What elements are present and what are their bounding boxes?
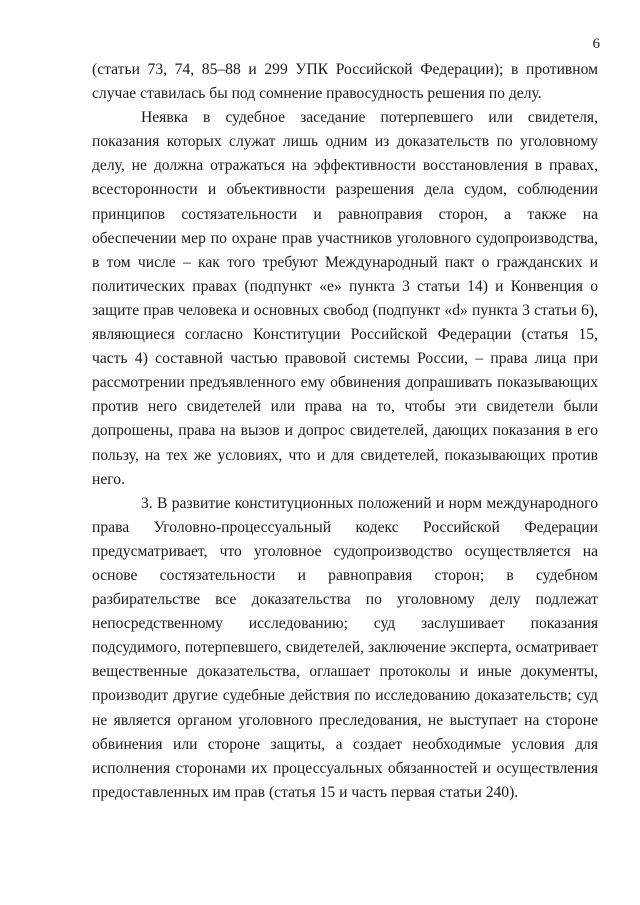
- paragraph-continuation: (статьи 73, 74, 85–88 и 299 УПК Российской Федерации); в противном случае ставилась бы под сомнение правосудность решения по делу.: [92, 61, 598, 103]
- document-body: [92, 58, 598, 805]
- page-number: 6: [592, 36, 600, 52]
- paragraph-witness-absence: Неявка в судебное заседание потерпевшего или свидетеля, показания которых служат лишь одним из доказательств по уголовному делу, не должна отражаться на эффективности восстановления в правах, всесторонности и объективности разрешения дела судом, соблюдении принципов состязательности и равноправия сторон, а также на обеспечении мер по охране прав участников уголовного судопроизводства, в том числе – как того требуют Международный пакт о гражданских и политических правах (подпункт «е» пункта 3 статьи 14) и Конвенция о защите прав человека и основных свобод (подпункт «d» пункта 3 статьи 6), являющиеся согласно Конституции Российской Федерации (статья 15, часть 4) составной частью правовой системы России, – права лица при рассмотрении предъявленного ему обвинения допрашивать показывающих против него свидетелей или права на то, чтобы эти свидетели были допрошены, права на вызов и допрос свидетелей, дающих показания в его пользу, на тех же условиях, что и для свидетелей, показывающих против него.: [92, 109, 598, 488]
- paragraph-section-3: 3. В развитие конституционных положений и норм международного права Уголовно-процессуальный кодекс Российской Федерации предусматривает, что уголовное судопроизводство осуществляется на основе состязательности и равноправия сторон; в судебном разбирательстве все доказательства по уголовному делу подлежат непосредственному исследованию; суд заслушивает показания подсудимого, потерпевшего, свидетелей, заключение эксперта, осматривает вещественные доказательства, оглашает протоколы и иные документы, производит другие судебные действия по исследованию доказательств; суд не является органом уголовного преследования, не выступает на стороне обвинения или стороне защиты, а создает необходимые условия для исполнения сторонами их процессуальных обязанностей и осуществления предоставленных им прав (статья 15 и часть первая статьи 240).: [92, 494, 598, 801]
